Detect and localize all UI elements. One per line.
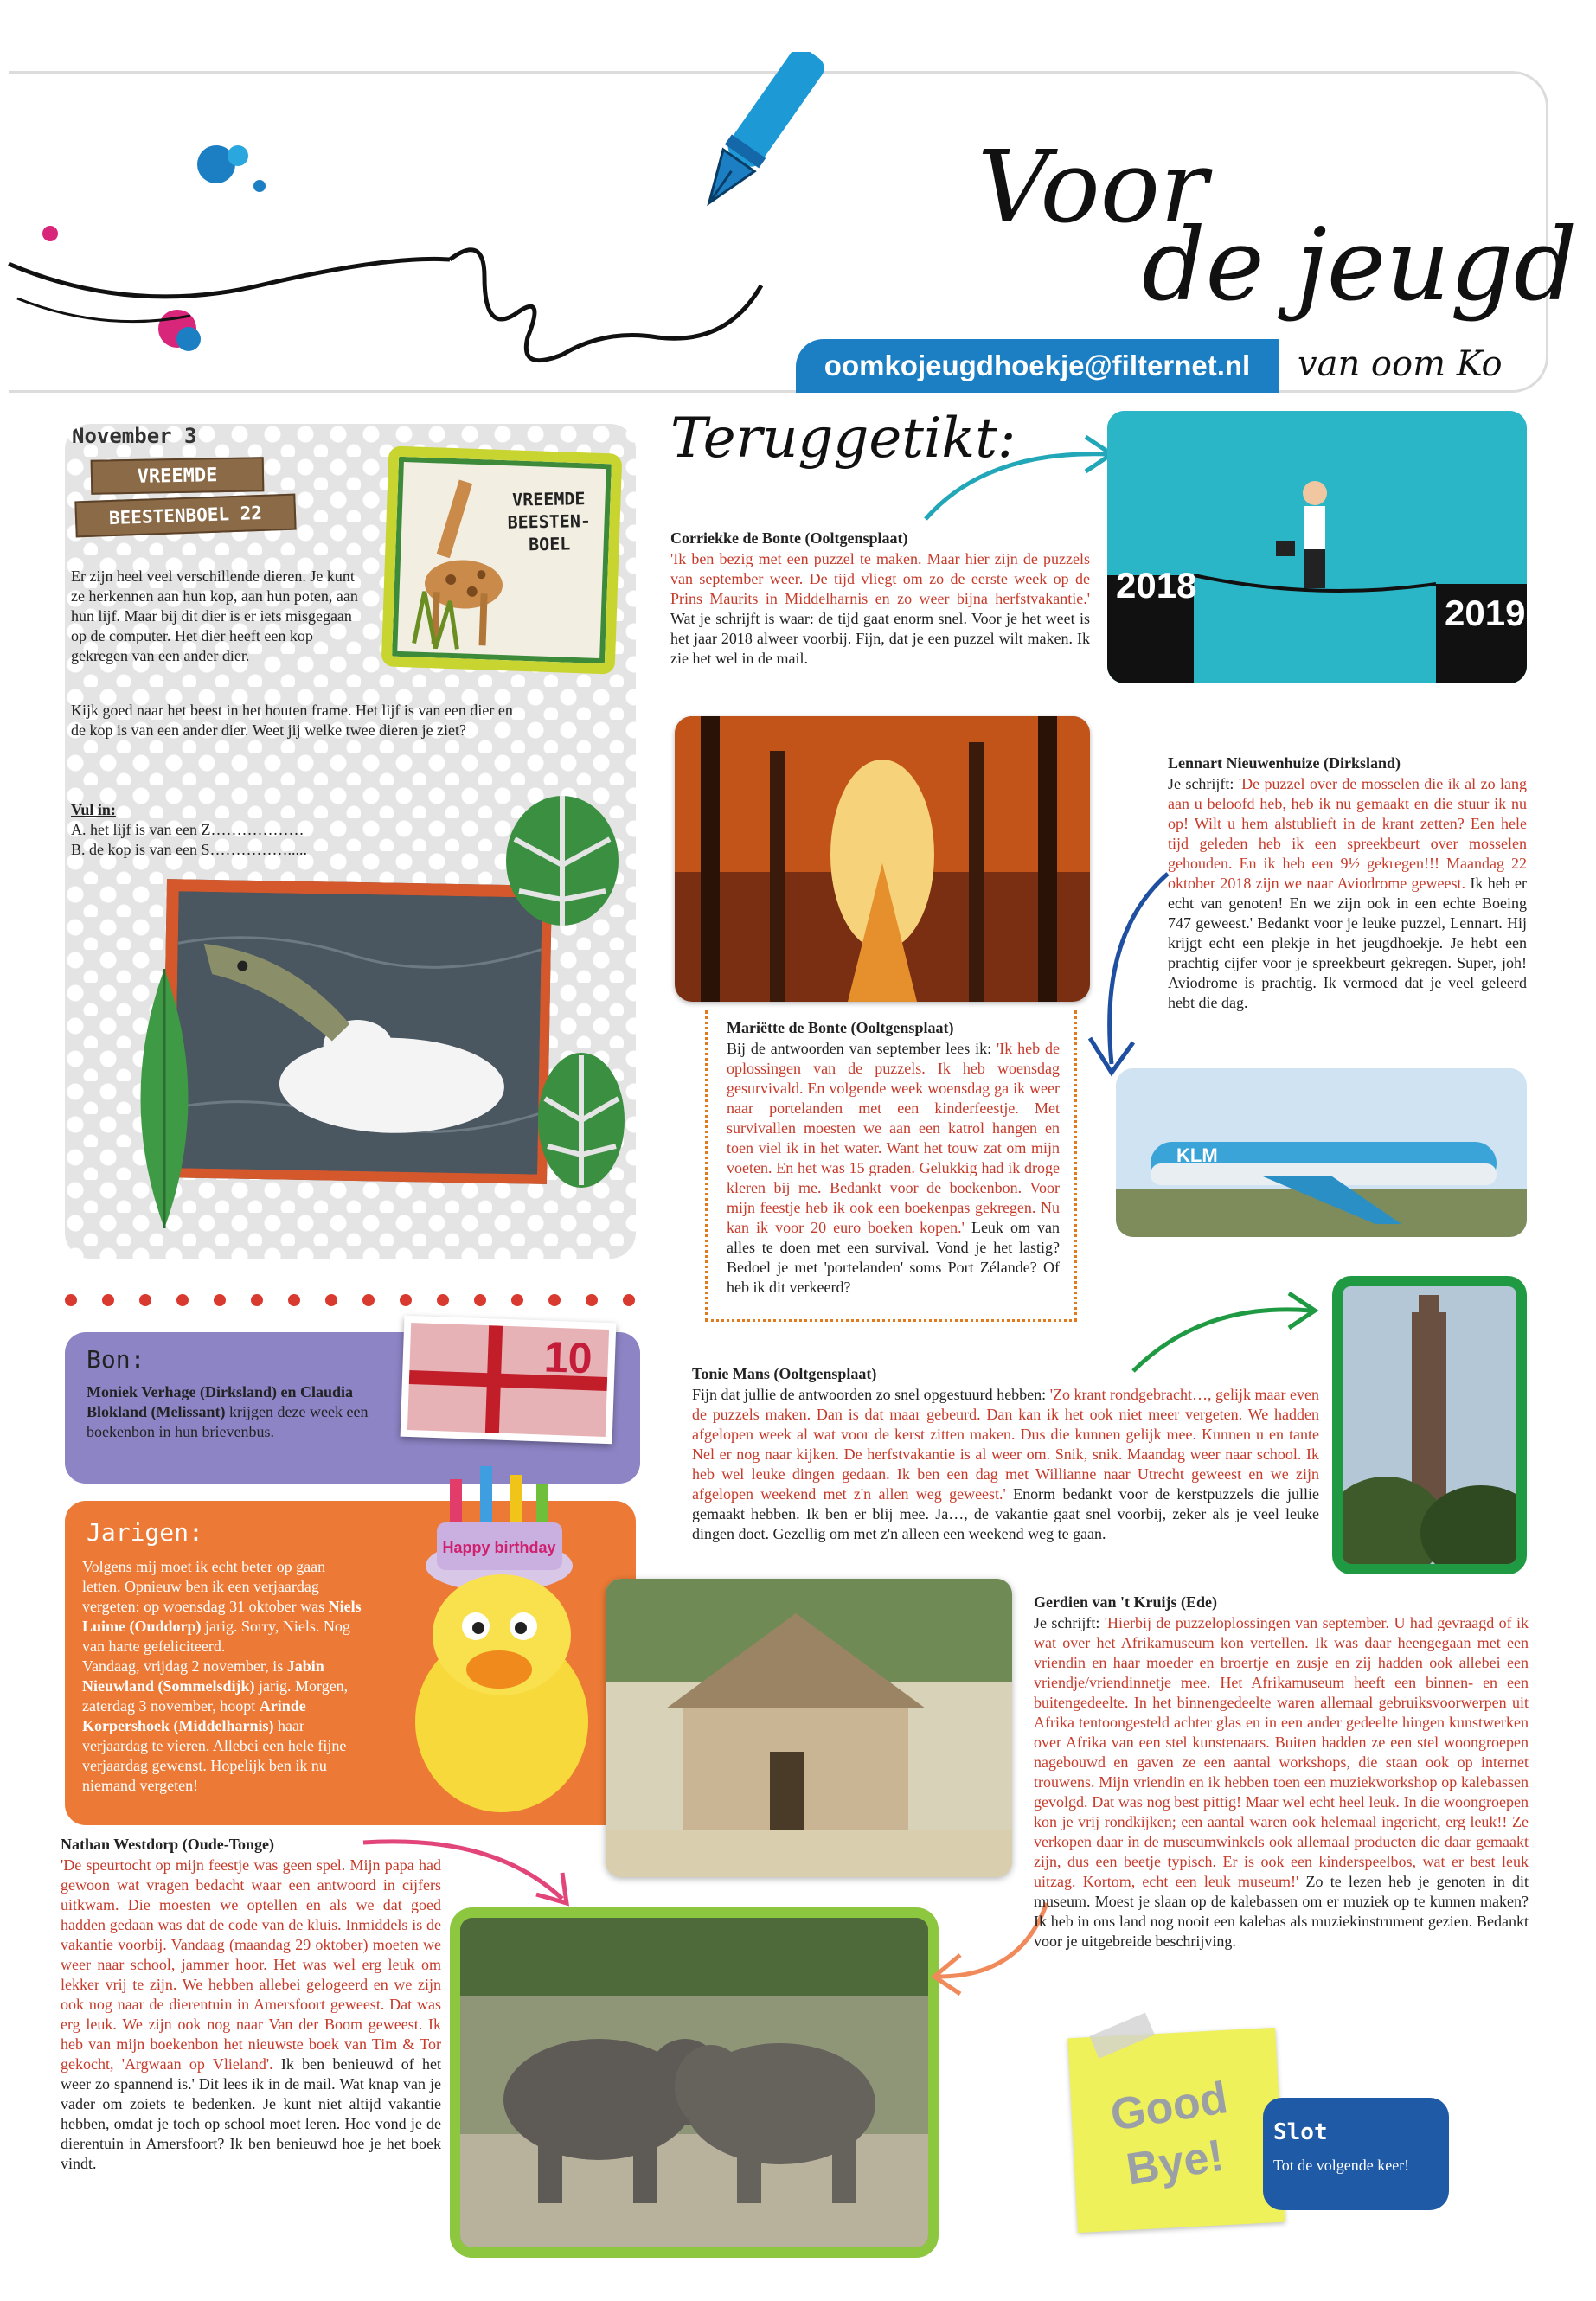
- puzzle-date: November 3: [72, 424, 197, 448]
- divider-dot: [214, 1294, 226, 1306]
- banknote: [407, 1323, 609, 1437]
- header-title-line2: de jeugd: [1142, 208, 1578, 324]
- divider-dot: [251, 1294, 263, 1306]
- arrow-pink-icon: [355, 1825, 580, 1912]
- arrow-green-icon: [1125, 1289, 1324, 1384]
- frame-label-2: BEESTEN-: [507, 510, 592, 533]
- header-title-line1: Voor: [977, 130, 1208, 246]
- divider-dot: [325, 1294, 337, 1306]
- jarigen-name-jabin: Jabin Nieuwland (Sommelsdijk): [82, 1657, 324, 1695]
- bon-text: [87, 1382, 372, 1442]
- autumn-forest-photo: [675, 716, 1090, 1002]
- fill-b: B. de kop is van een S…………….....: [71, 841, 307, 858]
- slot-heading: Slot: [1273, 2119, 1328, 2145]
- note-number: 10: [542, 1332, 593, 1383]
- letter-lennart-body: Je schrijft: 'De puzzel over de mosselen die ik al zo lang aan u beloofd heb, heb ik nu gemaakt en die stuur ik nu op! Wilt u hem alstublieft in de krant zetten? Een hele tijd geleden heb ik een spreekbeurt over mosselen gehouden. En ik heb een 9½ gekregen!!! Maandag 22 oktober 2018 zijn we naar Aviodrome geweest. Ik heb er echt van genoten! En we zijn ook in een echte Boeing 747 geweest.' Bedankt voor je leuke puzzel, Lennart. Hij krijgt echt een plekje in het jeugdhoekje. Je hebt een prachtig cijfer voor je spreekbeurt gekregen. Super, joh! Aviodrome is prachtig. Ik vermoed dat je veel geleerd hebt die dag.: [1168, 775, 1528, 1011]
- swan-pike-illustration: [174, 891, 542, 1174]
- divider-dot: [548, 1294, 561, 1306]
- arrow-teal-icon: [917, 433, 1125, 528]
- new-year-photo: [1107, 411, 1527, 683]
- bookvoucher-card: [401, 1316, 617, 1444]
- letter-gerdien-name: Gerdien van 't Kruijs (Ede): [1034, 1593, 1217, 1611]
- klm-plane-photo: [1116, 1068, 1527, 1237]
- frame-label-3: BOEL: [528, 533, 571, 555]
- teruggetikt-heading: Teruggetikt:: [670, 407, 1016, 471]
- ribbon: [485, 1325, 503, 1433]
- byline: van oom Ko: [1298, 344, 1503, 384]
- letter-tonie-name: Tonie Mans (Ooltgensplaat): [692, 1365, 877, 1382]
- bon-heading: Bon:: [87, 1345, 145, 1374]
- sign-line1: VREEMDE: [91, 457, 265, 494]
- divider-dot: [288, 1294, 300, 1306]
- divider-dot: [362, 1294, 375, 1306]
- divider-dot: [474, 1294, 486, 1306]
- year-left: 2018: [1116, 565, 1197, 606]
- jarigen-heading: Jarigen:: [87, 1518, 203, 1547]
- creature-frame: [381, 445, 623, 674]
- wooden-frame: [162, 879, 552, 1184]
- divider-dot: [586, 1294, 598, 1306]
- puzzle-intro: Er zijn heel veel verschillende dieren. Je kunt ze herkennen aan hun kop, aan hun poten, aan hun lijf. Maar bij dit dier is er iets misgegaan op de computer. Het dier heeft een kop gekregen van een ander dier.: [71, 567, 358, 664]
- elephants-image: [460, 1918, 928, 2247]
- goodbye-note: [1067, 2028, 1285, 2233]
- leaf-left-icon: [117, 960, 212, 1237]
- giraffe-illustration: [396, 461, 516, 655]
- divider-dot: [139, 1294, 151, 1306]
- divider-dot: [65, 1294, 77, 1306]
- letter-corriekke-body: 'Ik ben bezig met een puzzel te maken. Maar hier zijn de puzzels van september weer. De tijd vliegt om zo de eerste week op de Prins Maurits in Middelharnis en zo weer bijna herfstvakantie.' Wat je schrijft is waar: de tijd gaat enorm snel. Voor je het weet is het jaar 2018 alweer voorbij. Fijn, dat je een puzzel wilt maken. Ik zie het wel in de mail.: [670, 550, 1090, 667]
- jarigen-name-arinde: Arinde Korpershoek (Middelharnis): [82, 1697, 306, 1734]
- fill-heading: Vul in:: [71, 801, 116, 818]
- elephants-photo: [450, 1907, 939, 2258]
- autumn-forest-image: [675, 716, 1090, 1002]
- birthday-duck-illustration: [402, 1462, 601, 1825]
- dom-tower-image: [1343, 1286, 1516, 1564]
- divider-dot: [102, 1294, 114, 1306]
- letter-nathan-name: Nathan Westdorp (Oude-Tonge): [61, 1836, 275, 1853]
- jarigen-p2: Vandaag, vrijdag 2 november, is Jabin Nieuwland (Sommelsdijk) jarig. Morgen, zaterdag 3 november, hoopt Arinde Korpershoek (Middelharnis) haar verjaardag te vieren. Allebei een hele fijne verjaardag gewenst. Hopelijk ben ik nu niemand vergeten!: [82, 1657, 349, 1794]
- frame-label-1: VREEMDE: [511, 488, 586, 510]
- klm-label: KLM: [1176, 1144, 1218, 1166]
- letter-corriekke-name: Corriekke de Bonte (Ooltgensplaat): [670, 529, 908, 547]
- email-link[interactable]: oomkojeugdhoekje@filternet.nl: [796, 339, 1279, 393]
- goodbye-line2: Bye!: [1123, 2130, 1227, 2195]
- puzzle-panel: [65, 424, 636, 1259]
- letter-lennart-name: Lennart Nieuwenhuize (Dirksland): [1168, 754, 1401, 772]
- letter-nathan-body: 'De speurtocht op mijn feestje was geen spel. Mijn papa had gewoon wat vragen bedacht waar een antwoord in cijfers uitkwam. Die moesten we optellen en als we dat goed hadden gedaan was dat de code van de kluis. Inmiddels is de vakantie voorbij. Vandaag (maandag 29 oktober) moeten we weer naar school, jammer hoor. Het was wel erg leuk om lekker vrij te zijn. We hebben allebei gelogeerd en we zijn ook nog naar de dierentuin in Amersfoort geweest. Dat was erg leuk. We zijn ook nog naar Van der Boom geweest. Ik heb van mijn boekenbon het nieuwste boek van Tim & Tor gekocht, 'Argwaan op Vlieland'. Ik ben benieuwd of het weer zo spannend is.' Dit lees ik in de mail. Wat knap van je vader om zoiets te bedenken. Je kunt niet altijd vakantie hebben, omdat je toch op school moet leren. Hoe vond je de dierentuin in Amersfoort? Ik ben benieuwd hoe je het boek vindt.: [61, 1856, 441, 2172]
- letter-tonie-body: Fijn dat jullie de antwoorden zo snel opgestuurd hebben: 'Zo krant rondgebracht…, gelijk maar even de puzzels maken. Dan is dat maar gebeurd. Dan kan ik het ook niet meer vergeten. We hadden afgelopen week al wat voor de kerst zitten maken. Dus die kunnen gelijk mee. Kunnen u en tante Nel er nog naar kijken. De herfstvakantie is al weer om. Snik, snik. Maandag weer naar school. Ik heb wel leuke dingen gedaan. Ik ben een dag met Willianne naar Utrecht geweest en we zijn afgelopen weekend met z'n allen weg geweest.' Enorm bedankt voor de kerstpuzzels die jullie gemaakt hebben. Ik ben er blij mee. Ja…, de vakantie gaat snel voorbij, zeker als je veel leuke dingen doet. Gezellig om met z'n alleen een weekend weg te gaan.: [692, 1386, 1320, 1542]
- sign-line2: BEESTENBOEL 22: [74, 494, 296, 538]
- bon-names: Moniek Verhage (Dirksland) en Claudia Blokland (Melissant): [87, 1383, 354, 1420]
- letter-mariette-body: Bij de antwoorden van september lees ik: 'Ik heb de oplossingen van de puzzels. Ik heb woensdag gesurvivald. En volgende week woensdag ga ik weer naar portelanden met een kinderfeestje. Met survivallen moesten we aan een katrol hangen en toen viel ik in het water. Want het touw zat om mijn voeten. En het was 15 graden. Gelukkig had ik droge kleren bij me. Bedankt voor de boekenbon. Voor mijn feestje heb ik ook een boekenpas gekregen. Nu kan ik voor 20 euro boeken kopen.' Leuk om van alles te doen met een survival. Vond je het lastig? Bedoel je met 'portelanden' soms Port Zélande? Of heb ik dit verkeerd?: [727, 1040, 1060, 1296]
- divider-dot: [623, 1294, 635, 1306]
- leaf-top-icon: [497, 787, 627, 934]
- fill-a: A. het lijf is van een Z………………: [71, 821, 304, 838]
- jarigen-name-niels: Niels Luime (Ouddorp): [82, 1598, 362, 1635]
- jarigen-p1: Volgens mij moet ik echt beter op gaan letten. Opnieuw ben ik een verjaardag vergeten: op woensdag 31 oktober was Niels Luime (Ouddorp) jarig. Sorry, Niels. Nog van harte gefeliciteerd.: [82, 1558, 362, 1655]
- letter-mariette-name: Mariëtte de Bonte (Ooltgensplaat): [727, 1019, 954, 1036]
- slot-text: Tot de volgende keer!: [1273, 2157, 1410, 2174]
- afrikamuseum-photo: [606, 1579, 1012, 1877]
- goodbye-line1: Good: [1106, 2073, 1232, 2141]
- hat-text: Happy birthday: [442, 1539, 556, 1556]
- puzzle-instruction: Kijk goed naar het beest in het houten frame. Het lijf is van een dier en de kop is van een ander dier. Weet jij welke twee dieren je ziet?: [71, 702, 513, 739]
- leaf-right-icon: [532, 1047, 631, 1194]
- dom-tower-photo: [1332, 1276, 1527, 1574]
- slot-box: [1263, 2098, 1449, 2210]
- divider-dot: [511, 1294, 523, 1306]
- letter-gerdien-body: Je schrijft: 'Hierbij de puzzeloplossingen van september. U had gevraagd of ik wat over het Afrikamuseum kon vertellen. Ik was daar heengegaan met een vriendin en haar moeder en broertje en zusje en zij hadden ook allebei een vriendje/vriendinnetje mee. Het Afrikamuseum heeft een binnen- en een buitengedeelte. In het binnengedeelte waren allemaal gebruiksvoorwerpen uit Afrika tentoongesteld achter glas en in een ander gedeelte hingen kunstwerken over Afrika van een stel kunstenaars. Buiten hadden ze een stel woongroepen nagebouwd en gaven ze een aantal workshops, die staan ook op internet trouwens. Mijn vriendin en ik hebben toen een muziekworkshop op kalebassen gevolgd. Dat was nog best pittig! Maar wel echt heel leuk. In die woongroepen kon je vrij rondkijken; een aantal waren ook helemaal ingericht, erg leuk!! Ze verkopen daar in de museumwinkels ook allemaal producten die daar gemaakt zijn, dus een beetje typisch. Er is ook een kinderspeelbos, wat er best leuk uitzag. Kortom, echt een leuk museum!' Zo te lezen heb je genoten in dit museum. Moest je slaan op de kalebassen om er muziek op te kunnen maken? Ik heb in ons land nog nooit een kalebas als muziekinstrument gezien. Bedankt voor je uitgebreide beschrijving.: [1034, 1614, 1529, 1950]
- divider-dot: [400, 1294, 412, 1306]
- pen-illustration: [0, 52, 865, 398]
- hut-image: [606, 1579, 1012, 1877]
- tightrope-image: [1107, 411, 1527, 683]
- year-right: 2019: [1445, 593, 1526, 633]
- tape: [1090, 2013, 1155, 2059]
- bon-message: krijgen deze week een boekenbon in hun brievenbus.: [87, 1403, 369, 1440]
- divider-dot: [176, 1294, 189, 1306]
- divider-dot: [437, 1294, 449, 1306]
